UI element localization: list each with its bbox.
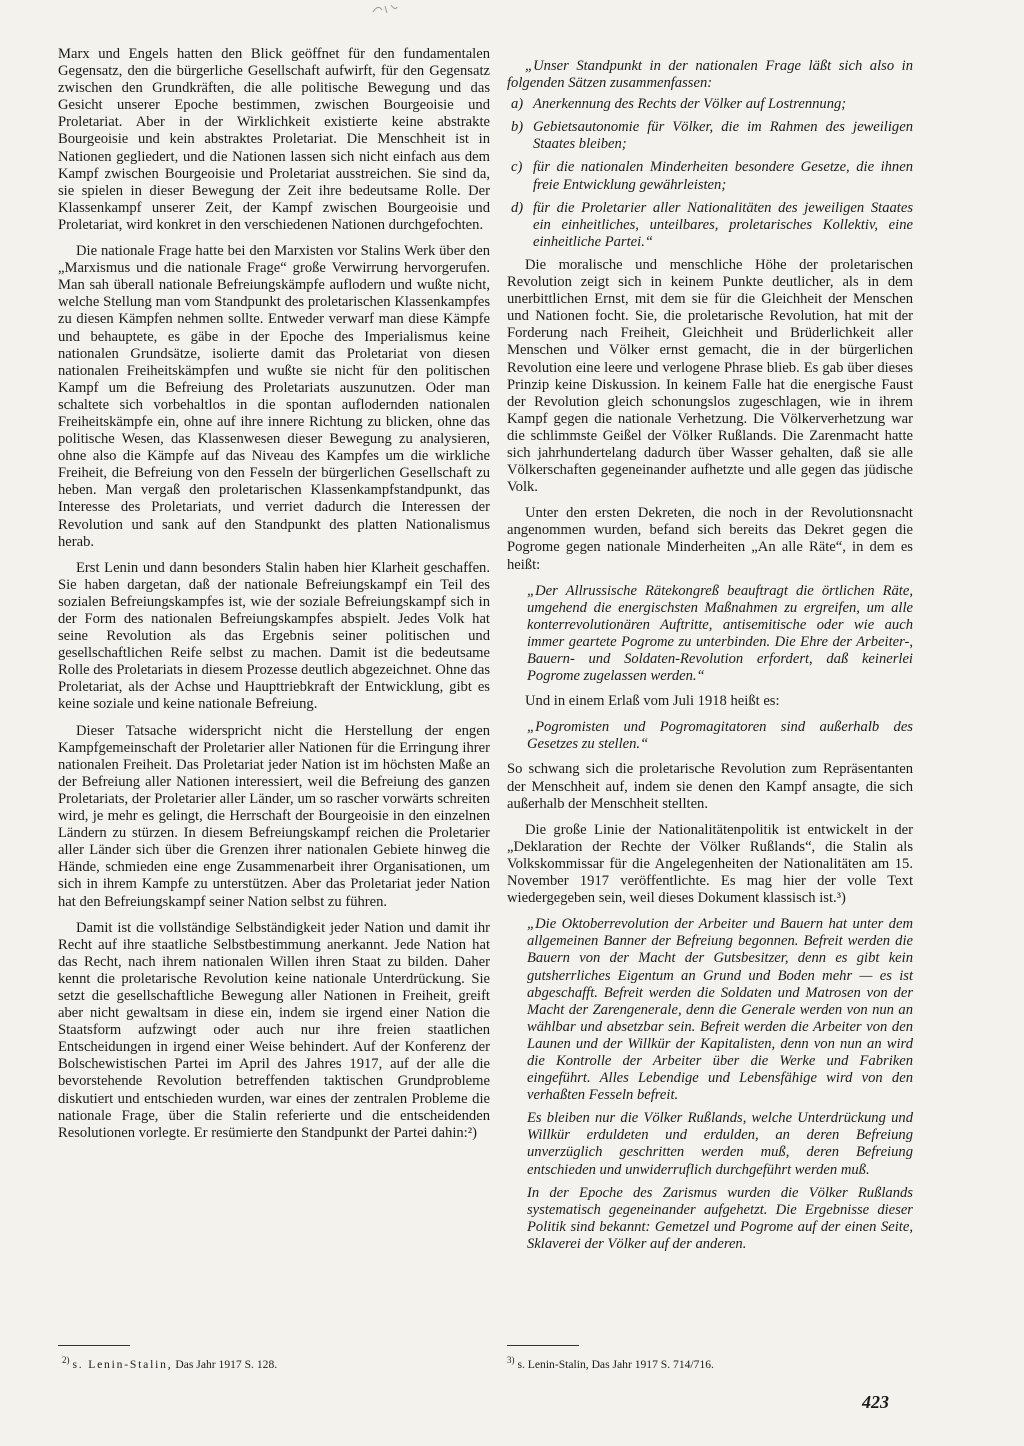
footnote: $^{2)}$ s. Lenin-Stalin, Das Jahr 1917 S. 128. [62, 1355, 278, 1371]
left-column [58, 46, 490, 1151]
print-smudge [370, 2, 400, 16]
quote-paragraph: Es bleiben nur die Völker Rußlands, welche Unterdrückung und Willkür erduldeten und erdulden, an deren Befreiung unverzüglich geschritten werden muß, deren Befreiung entschieden und unwiderruflich durchgeführt werden muß. [527, 1110, 913, 1178]
paragraph: Die moralische und menschliche Höhe der proletarischen Revolution zeigt sich in keinem Punkte deutlicher, als in dem unerbittlichen Ernst, mit dem sie für die Gleichheit der Menschen und Nationen focht. Sie, die proletarische Revolution, hat mit der Forderung nach Freiheit, Gleichheit und Brüderlichkeit aller Menschen und Völker ernst gemacht, die in der bürgerlichen Revolution eine leere und verlogene Phrase blieb. Es gab über dieses Prinzip keine Diskussion. In keinem Falle hat die energische Faust der Revolution gleich schonungslos zugeschlagen, wie in ihrem Kampf gegen die nationale Verhetzung. Die Völkerverhetzung war die schlimmste Geißel der Völker Rußlands. Die Zarenmacht hatte sich jahrhundertelang dadurch über Wasser gehalten, daß sie alle Völkerschaften gegeneinander aufhetzte und alle gegen das jüdische Volk. [507, 256, 913, 496]
paragraph: Damit ist die vollständige Selbständigkeit jeder Nation und damit ihr Recht auf ihre staatliche Selbstbestimmung anerkannt. Jede Nation hat das Recht, nach ihrem nationalen Willen ihren Staat zu bilden. Daher kennt die proletarische Revolution keine nationale Unterdrückung. Sie setzt die gesellschaftliche Bewegung aller Nationen in Freiheit, greift aber nicht gewaltsam in diese ein, indem sie irgend einer Nation die Staatsform aufzwingt oder auch nur ihre freien staatlichen Entscheidungen in irgend einer Weise behindert. Auf der Konferenz der Bolschewistischen Partei im April des Jahres 1917, auf der alle die bevorstehende Revolution betreffenden taktischen Grundprobleme diskutiert und entschieden wurden, war eines der zentralen Probleme die nationale Frage, über die Stalin referierte und die entscheidenden Resolutionen vorlegte. Er resümierte den Standpunkt der Partei dahin:²) [58, 919, 490, 1141]
footnote: $^{3)}$ s. Lenin-Stalin, Das Jahr 1917 S. 714/716. [507, 1355, 714, 1371]
list-item: c) für die nationalen Minderheiten besondere Gesetze, die ihnen freie Entwicklung gewährleisten; [511, 159, 913, 193]
quote-paragraph: In der Epoche des Zarismus wurden die Völker Rußlands systematisch gegeneinander aufgehetzt. Die Ergebnisse dieser Politik sind bekannt: Gemetzel und Pogrome auf der einen Seite, Sklaverei der Völker auf der anderen. [527, 1184, 913, 1252]
decree-quote: „Der Allrussische Rätekongreß beauftragt die örtlichen Räte, umgehend die energischsten Maßnahmen zu ergreifen, um alle konterrevolutionären Auftritte, antisemitische oder wie auch immer geartete Pogrome zu unterbinden. Die Ehre der Arbeiter-, Bauern- und Soldaten-Revolution erfordert, daß keinerlei Pogrome zugelassen werden.“ [527, 582, 913, 685]
page-number: 423 [862, 1392, 889, 1412]
list-item: d) für die Proletarier aller Nationalitäten des jeweiligen Staates ein einheitliches, unteilbares, proletarisches Kollektiv, eine einheitliche Partei.“ [511, 199, 913, 250]
stalin-quote [507, 58, 913, 251]
footnote-rule [58, 1345, 130, 1346]
decree-quote: „Pogromisten und Pogromagitatoren sind außerhalb des Gesetzes zu stellen.“ [527, 719, 913, 753]
paragraph: Die große Linie der Nationalitätenpolitik ist entwickelt in der „Deklaration der Rechte der Völker Rußlands“, die Stalin als Volkskommissar für die Angelegenheiten der Nationalitäten am 15. November 1917 veröffentlichte. Es mag hier der volle Text wiedergegeben sein, weil dieses Dokument klassisch ist.³) [507, 821, 913, 907]
quote-paragraph: „Die Oktoberrevolution der Arbeiter und Bauern hat unter dem allgemeinen Banner der Befreiung begonnen. Befreit werden die Bauern von der Macht der Gutsbesitzer, denn es gibt kein gutsherrliches Eigentum an Grund und Boden mehr — es ist abgeschafft. Befreit werden die Soldaten und Matrosen von der Macht der Zarengenerale, denn die Generale werden von nun an wählbar und absetzbar sein. Befreit werden die Arbeiter von den Launen und der Willkür der Kapitalisten, denn von nun an wird die Kontrolle der Arbeiter über die Werke und Fabriken eingeführt. Alles Lebendige und Lebensfähige wird von den verhaßten Fesseln befreit. [527, 916, 913, 1104]
footnote-rule [507, 1345, 579, 1346]
paragraph: Erst Lenin und dann besonders Stalin haben hier Klarheit geschaffen. Sie haben dargetan, daß der nationale Befreiungskampf ein Teil des sozialen Befreiungskampfes ist, wie der soziale Befreiungskampf sich in der Form des nationalen Befreiungskampfes abspielt. Jedes Volk hat seine Revolution als das Ergebnis seiner politischen und gesellschaftlichen Reife selbst zu machen. Damit ist die bedeutsame Rolle des Proletariats in diesem Prozesse deutlich abgezeichnet. Ohne das Proletariat, als der Achse und Haupttriebkraft der Entwicklung, gibt es keine soziale und keine nationale Befreiung. [58, 559, 491, 713]
list-item: b) Gebietsautonomie für Völker, die im Rahmen des jeweiligen Staates bleiben; [511, 119, 913, 153]
list-item: a) Anerkennung des Rechts der Völker auf Lostrennung; [511, 96, 847, 113]
right-column [507, 58, 913, 1261]
paragraph: Die nationale Frage hatte bei den Marxisten vor Stalins Werk über den „Marxismus und die nationale Frage“ große Verwirrung hervorgerufen. Man sah überall nationale Befreiungskämpfe auflodern und wußte nicht, welche Stellung man vom Standpunkt des proletarischen Klassenkampfes zu diesen Kämpfen nehmen sollte. Entweder verwarf man diese Kämpfe und behauptete, es gäbe in der Epoche des Imperialismus keine nationalen Grundsätze, isolierte damit das Proletariat von diesen nationalen Freiheitskämpfen und wußte sie nicht für den politischen Kampf um die Befreiung des Proletariats auszunutzen. Oder man schaltete sich vorbehaltlos in die spontan auflodernden nationalen Freiheitskämpfe ein, ohne auf ihre innere Richtung zu blicken, ohne das politische Wesen, das Klassenwesen dieser Bewegung zu analysieren, ohne also die Kämpfe auf das Niveau des Kampfes um die wirkliche Freiheit, die Befreiung von den Fesseln der bürgerlichen Gesellschaft zu heben. Man vergaß den proletarischen Klassenkampfstandpunkt, das Interesse des Proletariats, und verriet dadurch die Interessen der Revolution und sank auf den Standpunkt des platten Nationalismus herab. [58, 243, 490, 550]
paragraph: Und in einem Erlaß vom Juli 1918 heißt es: [525, 693, 780, 710]
paragraph: Unter den ersten Dekreten, die noch in der Revolutionsnacht angenommen wurden, befand sich bereits das Dekret gegen die Pogrome gegen nationale Minderheiten „An alle Räte“, in dem es heißt: [507, 505, 913, 573]
declaration-quote [527, 916, 913, 1253]
paragraph: So schwang sich die proletarische Revolution zum Repräsentanten der Menschheit auf, indem sie denen den Kampf ansagte, die sich außerhalb der Menschheit stellten. [507, 761, 913, 812]
quote-intro: „Unser Standpunkt in der nationalen Frage läßt sich also in folgenden Sätzen zusammenfassen: [507, 58, 913, 92]
paragraph: Marx und Engels hatten den Blick geöffnet für den fundamentalen Gegensatz, den die bürgerliche Gesellschaft aufwirft, für den Gegensatz zwischen den Grundkräften, die alle politische Bewegung und das Gesicht unserer Epoche bestimmen, zwischen Bourgeoisie und Proletariat. Aber in der Wirklichkeit existierte keine abstrakte Bourgeoisie und kein abstraktes Proletariat. Die Menschheit ist in Nationen gegliedert, und die Nationen lassen sich nicht einfach aus dem Kampf zwischen Bourgeoisie und Proletariat ausstreichen. Sie sind da, sie spielen in dieser Bewegung der Zeit ihre bedeutsame Rolle. Der Klassenkampf unserer Zeit, der Kampf zwischen Bourgeoisie und Proletariat, wird konkret in den verschiedenen Nationen durchgefochten. [58, 46, 490, 233]
quote-list [507, 96, 913, 251]
paragraph: Dieser Tatsache widerspricht nicht die Herstellung der engen Kampfgemeinschaft der Proletarier aller Nationen für die Erringung ihrer nationalen Freiheit. Das Proletariat jeder Nation ist im höchsten Maße an der Befreiung aller Nationen interessiert, weil die Befreiung des ganzen Proletariats, der Proletarier aller Länder, um so rascher vorwärts schreiten wird, je mehr es gelingt, die Herrschaft der Bourgeoisie in den einzelnen Ländern zu stürzen. In diesem Befreiungskampf reichen die Proletarier aller Länder sich über die Grenzen ihrer nationalen Gebiete hinweg die Hände, schmieden eine enge Zusammenarbeit ihrer Organisationen, um sich in ihrem Kampfe zu unterstützen. Aber das Proletariat jeder Nation hat den Befreiungskampf seiner Nation selbst zu führen. [58, 722, 490, 910]
